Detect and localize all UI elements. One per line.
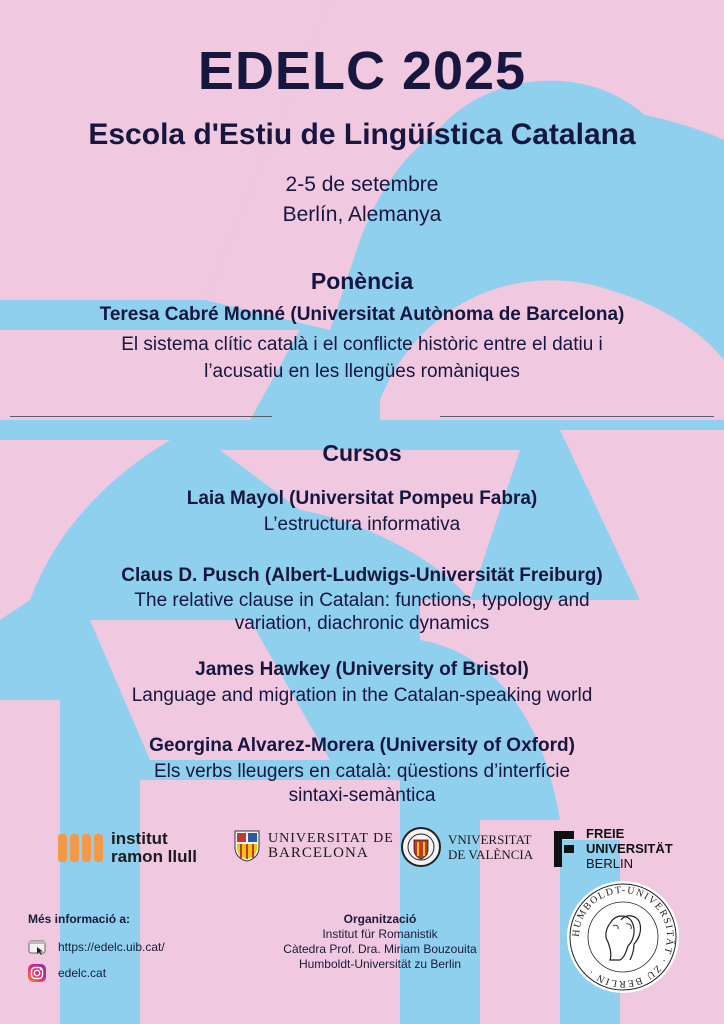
logo-text: BERLIN <box>586 856 633 871</box>
event-subtitle: Escola d'Estiu de Lingüística Catalana <box>88 118 636 151</box>
universitat-de-valencia-logo <box>400 826 533 868</box>
plenary-heading: Ponència <box>310 268 414 294</box>
logo-text: institut <box>111 829 168 848</box>
website-row[interactable] <box>28 938 165 956</box>
institut-ramon-llull-mark <box>58 834 103 862</box>
ub-shield-icon <box>234 830 260 862</box>
course-speaker: Claus D. Pusch (Albert-Ludwigs-Universität Freiburg) <box>121 565 603 586</box>
logo-text: VNIVERSITAT <box>448 832 532 847</box>
organization-block <box>240 912 520 972</box>
instagram-icon <box>28 964 46 982</box>
website-link[interactable]: https://edelc.uib.cat/ <box>58 940 165 954</box>
course-title: Els verbs lleugers en català: qüestions d’interfície <box>153 761 571 782</box>
humboldt-university-seal <box>566 880 680 994</box>
divider-right <box>440 416 714 417</box>
seal-text: HUMBOLDT-UNIVERSITÄT · ZU BERLIN · <box>570 884 676 990</box>
universitat-de-barcelona-logo <box>234 830 394 862</box>
plenary-speaker: Teresa Cabré Monné (Universitat Autònoma de Barcelona) <box>99 304 625 325</box>
event-dates: 2-5 de setembre <box>285 173 439 196</box>
website-icon <box>28 938 46 956</box>
logo-text: FREIE <box>586 826 625 841</box>
course-title: variation, diachronic dynamics <box>234 613 490 634</box>
course-title: sintaxi-semàntica <box>288 785 436 806</box>
logo-text: UNIVERSITAT DE <box>268 831 394 846</box>
organization-line: Càtedra Prof. Dra. Miriam Bouzouita <box>283 942 477 956</box>
course-speaker: Laia Mayol (Universitat Pompeu Fabra) <box>186 488 538 509</box>
course-title: The relative clause in Catalan: functions, typology and <box>134 590 590 611</box>
plenary-title-line1: El sistema clític català i el conflicte històric entre el datiu i <box>121 334 603 355</box>
courses-heading: Cursos <box>322 440 402 466</box>
freie-universitat-berlin-logo <box>552 826 673 871</box>
course-title: L’estructura informativa <box>263 514 461 535</box>
divider-left <box>10 416 272 417</box>
logo-text: DE VALÈNCIA <box>448 847 534 862</box>
organization-line: Institut für Romanistik <box>322 927 438 941</box>
plenary-title-line2: l’acusatiu en les llengües romàniques <box>204 361 520 382</box>
course-speaker: James Hawkey (University of Bristol) <box>195 659 529 680</box>
event-title: EDELC 2025 <box>197 41 527 101</box>
course-speaker: Georgina Alvarez-Morera (University of Oxford) <box>149 735 575 756</box>
fu-mark-icon <box>552 829 578 869</box>
logo-text: UNIVERSITÄT <box>586 841 673 856</box>
event-place: Berlín, Alemanya <box>282 203 442 226</box>
organization-heading: Organització <box>343 912 417 926</box>
organization-line: Humboldt-Universität zu Berlin <box>298 957 462 971</box>
institut-ramon-llull-logo <box>58 830 197 866</box>
more-info-heading: Més informació a: <box>28 912 131 926</box>
logo-text: ramon llull <box>111 847 197 866</box>
course-title: Language and migration in the Catalan-speaking world <box>131 685 593 706</box>
instagram-row[interactable] <box>28 964 106 982</box>
logo-text: BARCELONA <box>268 845 369 861</box>
uv-seal-icon <box>400 826 442 868</box>
instagram-handle[interactable]: edelc.cat <box>58 966 107 980</box>
